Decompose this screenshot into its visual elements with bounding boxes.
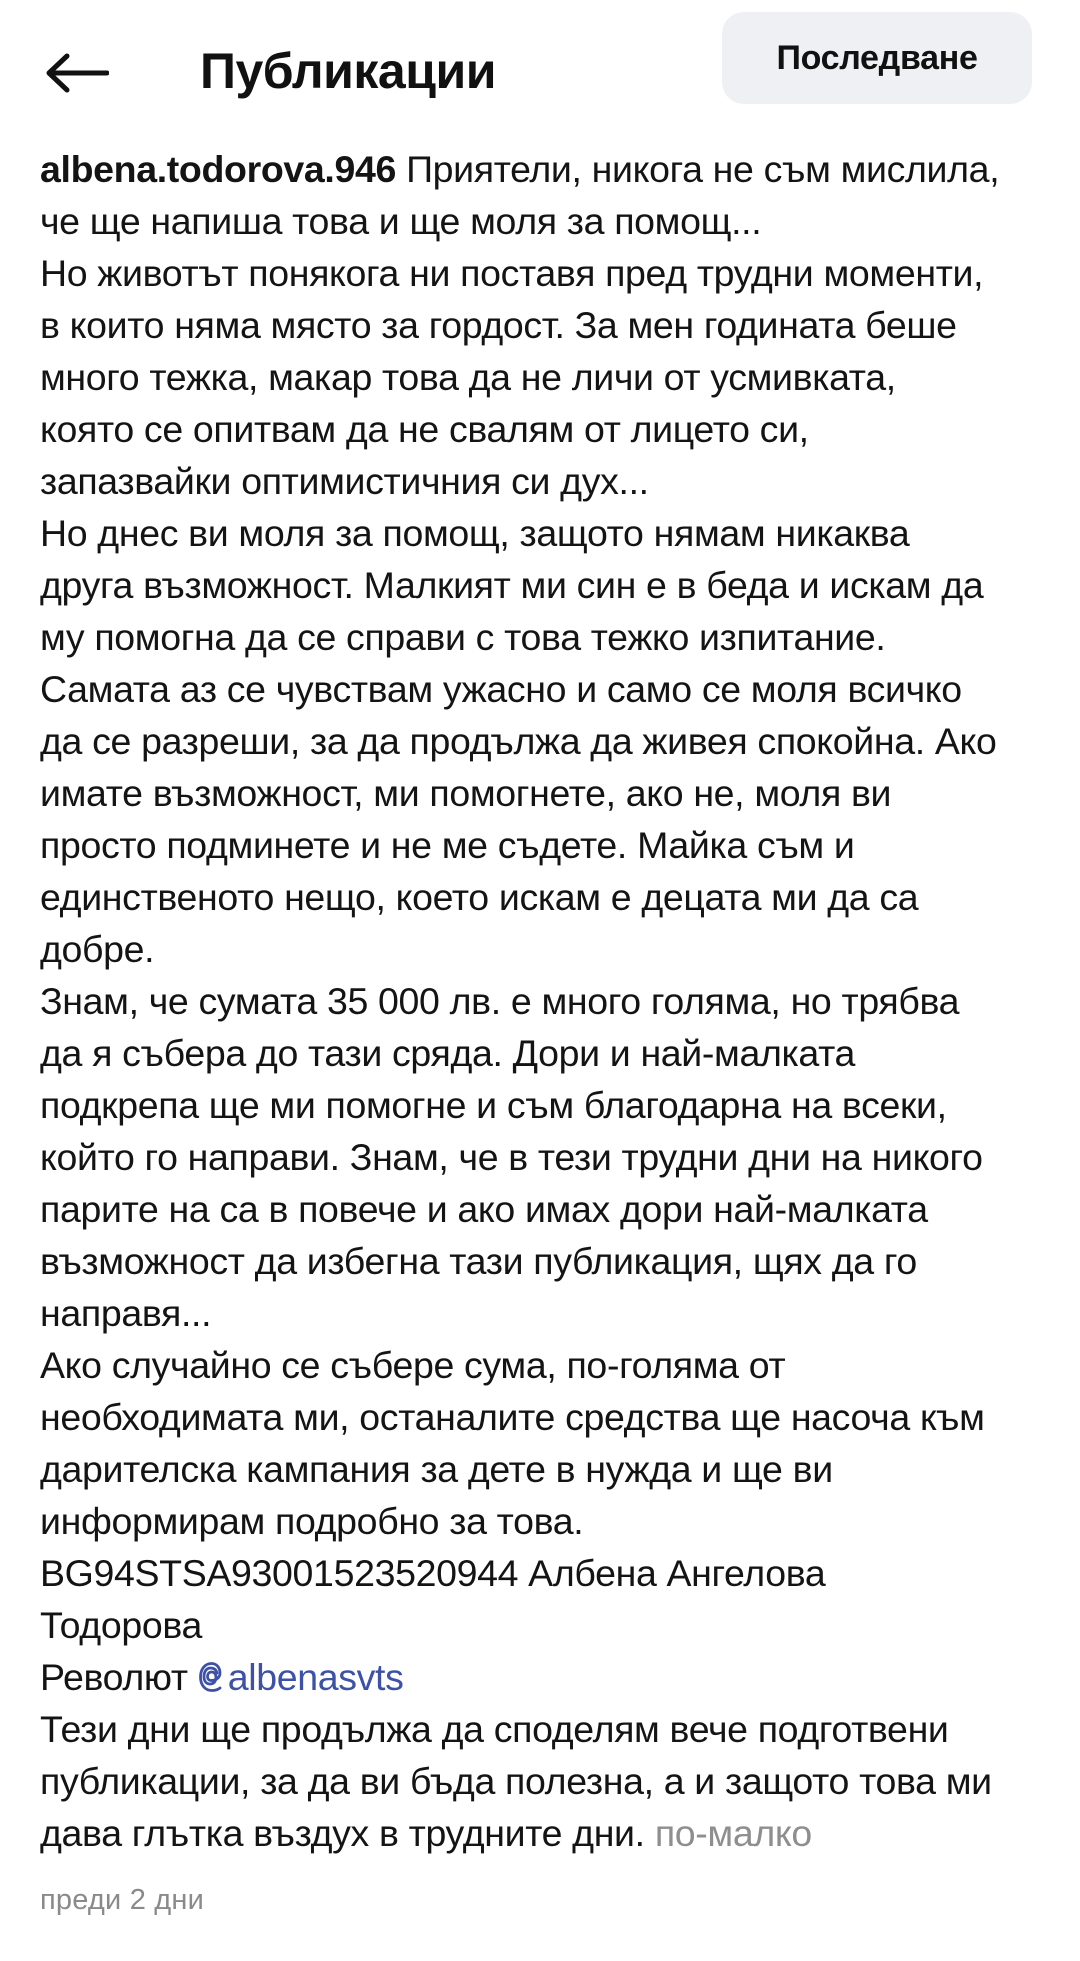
arrow-left-icon: [45, 53, 109, 93]
caption-line: [40, 1807, 1050, 1859]
caption-line: Знам, че сумата 35 000 лв. е много голяма, но трябва: [40, 980, 960, 1022]
caption-line: Ако случайно се събере сума, по-голяма от: [40, 1344, 786, 1386]
caption-text: дава глътка въздух в трудните дни.: [40, 1812, 645, 1854]
caption-line: необходимата ми, останалите средства ще насоча към: [40, 1396, 985, 1438]
caption-line: направя...: [40, 1292, 212, 1334]
caption-line: му помогна да се справи с това тежко изпитание.: [40, 616, 886, 658]
caption-line: която се опитвам да не свалям от лицето си,: [40, 408, 809, 450]
page-title: Публикации: [200, 43, 496, 99]
caption-line: BG94STSA93001523520944 Албена Ангелова: [40, 1552, 826, 1594]
caption-line: [40, 1651, 1050, 1703]
caption-text: Приятели, никога не съм мислила,: [406, 148, 1000, 190]
user-mention-link[interactable]: [198, 1656, 404, 1698]
back-button[interactable]: [38, 40, 116, 106]
caption-line: публикации, за да ви бъда полезна, а и защото това ми: [40, 1760, 992, 1802]
follow-button[interactable]: Последване: [722, 12, 1032, 104]
caption-line: парите на са в повече и ако имах дори най-малката: [40, 1188, 928, 1230]
caption-line: много тежка, макар това да не личи от усмивката,: [40, 356, 896, 398]
caption-line: имате възможност, ми помогнете, ако не, моля ви: [40, 772, 892, 814]
caption-line: [40, 143, 1050, 195]
threads-at-icon: [198, 1661, 226, 1693]
caption-line: Самата аз се чувствам ужасно и само се моля всичко: [40, 668, 962, 710]
caption-line: Но днес ви моля за помощ, защото нямам никаква: [40, 512, 910, 554]
caption-line: просто подминете и не ме съдете. Майка съм и: [40, 824, 855, 866]
caption-line: информирам подробно за това.: [40, 1500, 584, 1542]
mention-handle: albenasvts: [227, 1656, 404, 1698]
show-less-link[interactable]: по-малко: [654, 1812, 812, 1854]
post-caption: [40, 143, 1050, 1859]
caption-line: в които няма място за гордост. За мен годината беше: [40, 304, 957, 346]
caption-line: възможност да избегна тази публикация, щях да го: [40, 1240, 917, 1282]
caption-line: Но животът понякога ни поставя пред трудни моменти,: [40, 252, 984, 294]
caption-line: че ще напиша това и ще моля за помощ...: [40, 200, 762, 242]
top-bar: [0, 0, 1080, 145]
caption-line: друга възможност. Малкият ми син е в беда и искам да: [40, 564, 984, 606]
revolut-label: Револют: [40, 1656, 188, 1698]
caption-line: който го направи. Знам, че в тези трудни дни на никого: [40, 1136, 983, 1178]
caption-line: дарителска кампания за дете в нужда и ще ви: [40, 1448, 833, 1490]
caption-line: Тези дни ще продължа да споделям вече подготвени: [40, 1708, 949, 1750]
caption-line: подкрепа ще ми помогне и съм благодарна на всеки,: [40, 1084, 947, 1126]
caption-line: да се разреши, за да продължа да живея спокойна. Ако: [40, 720, 997, 762]
post-username[interactable]: albena.todorova.946: [40, 148, 396, 190]
post-timestamp: преди 2 дни: [40, 1884, 205, 1916]
caption-line: Тодорова: [40, 1604, 203, 1646]
caption-line: да я събера до тази сряда. Дори и най-малката: [40, 1032, 855, 1074]
caption-line: добре.: [40, 928, 155, 970]
caption-line: единственото нещо, което искам е децата ми да са: [40, 876, 919, 918]
caption-line: запазвайки оптимистичния си дух...: [40, 460, 649, 502]
